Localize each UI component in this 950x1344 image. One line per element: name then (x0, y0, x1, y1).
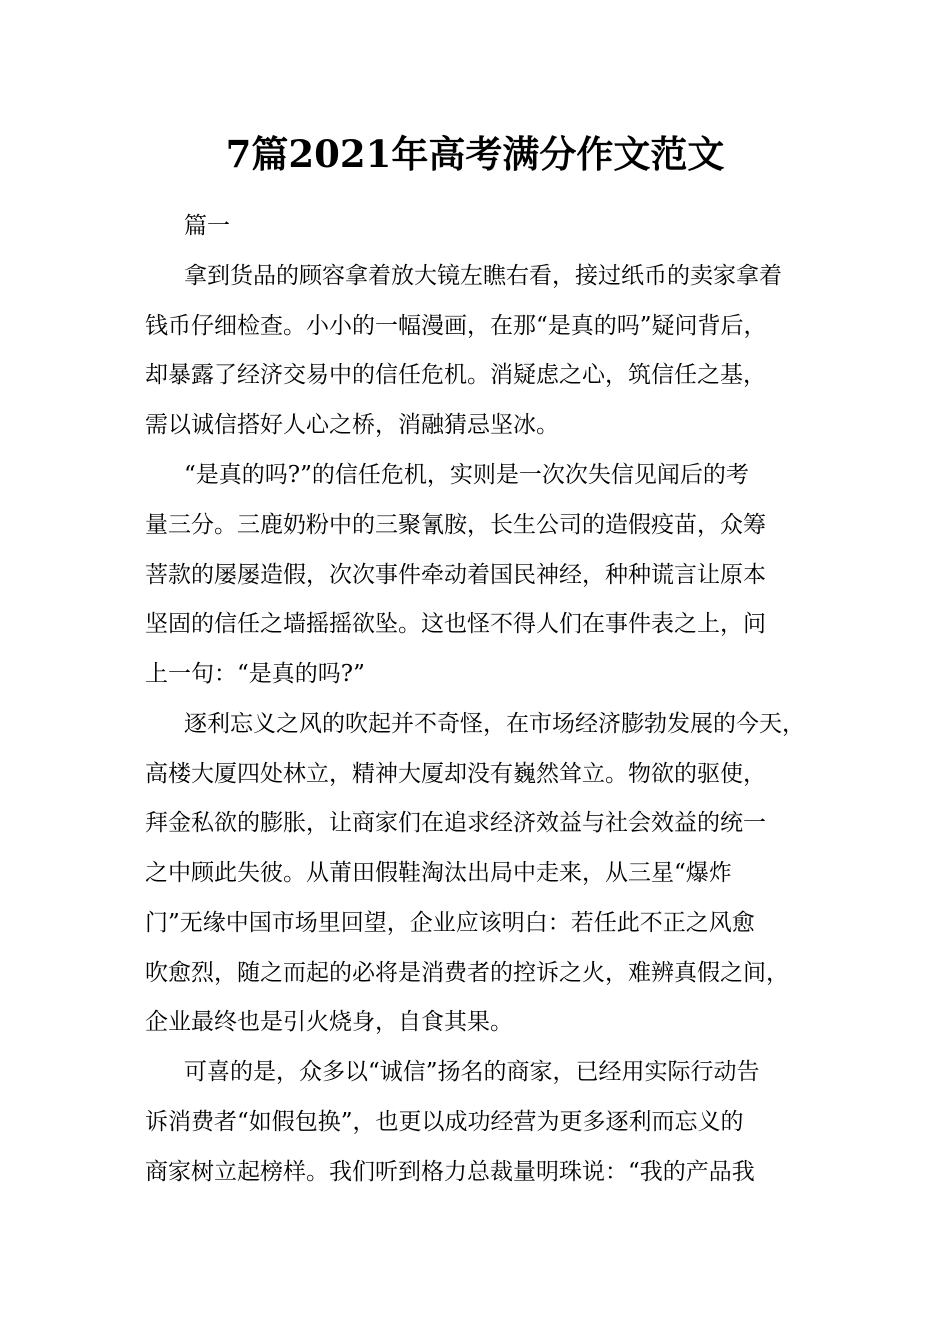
text-line: 诉消费者“如假包换”，也更以成功经营为更多逐利而忘义的 (145, 1109, 744, 1135)
text-line: 高楼大厦四处林立，精神大厦却没有巍然耸立。物欲的驱使， (145, 761, 766, 787)
text-line: 门”无缘中国市场里回望，企业应该明白：若任此不正之风愈 (145, 910, 755, 936)
text-line: 拿到货品的顾容拿着放大镜左瞧右看，接过纸币的卖家拿着 (184, 263, 782, 289)
text-line: 量三分。三鹿奶粉中的三聚氰胺，长生公司的造假疫苗，众筹 (145, 512, 766, 538)
text-line: 却暴露了经济交易中的信任危机。消疑虑之心，筑信任之基， (145, 362, 766, 388)
text-line: 菩款的屡屡造假，次次事件牵动着国民神经，种种谎言让原本 (145, 562, 766, 588)
text-line: “是真的吗?”的信任危机，实则是一次次失信见闻后的考 (184, 462, 749, 488)
text-line: 商家树立起榜样。我们听到格力总裁量明珠说：“我的产品我 (145, 1159, 755, 1185)
section-heading: 篇一 (184, 213, 230, 239)
text-line: 之中顾此失彼。从莆田假鞋淘汰出局中走来，从三星“爆炸 (145, 860, 732, 886)
text-line: 需以诚信搭好人心之桥，消融猜忌坚冰。 (145, 412, 559, 438)
text-line: 企业最终也是引火烧身，自食其果。 (145, 1009, 513, 1035)
document-title: 7篇2021年高考满分作文范文 (225, 132, 725, 176)
text-line: 可喜的是，众多以“诚信”扬名的商家，已经用实际行动告 (184, 1059, 760, 1085)
text-line: 吹愈烈，随之而起的必将是消费者的控诉之火，难辨真假之间， (145, 960, 789, 986)
text-line: 坚固的信任之墙摇摇欲坠。这也怪不得人们在事件表之上，问 (145, 611, 766, 637)
text-line: 逐利忘义之风的吹起并不奇怪，在市场经济膨勃发展的今天， (184, 711, 805, 737)
text-line: 上一句：“是真的吗?” (145, 661, 365, 687)
text-line: 钱币仔细检查。小小的一幅漫画，在那“是真的吗”疑问背后， (145, 313, 767, 339)
text-line: 拜金私欲的膨胀，让商家们在追求经济效益与社会效益的统一 (145, 810, 766, 836)
